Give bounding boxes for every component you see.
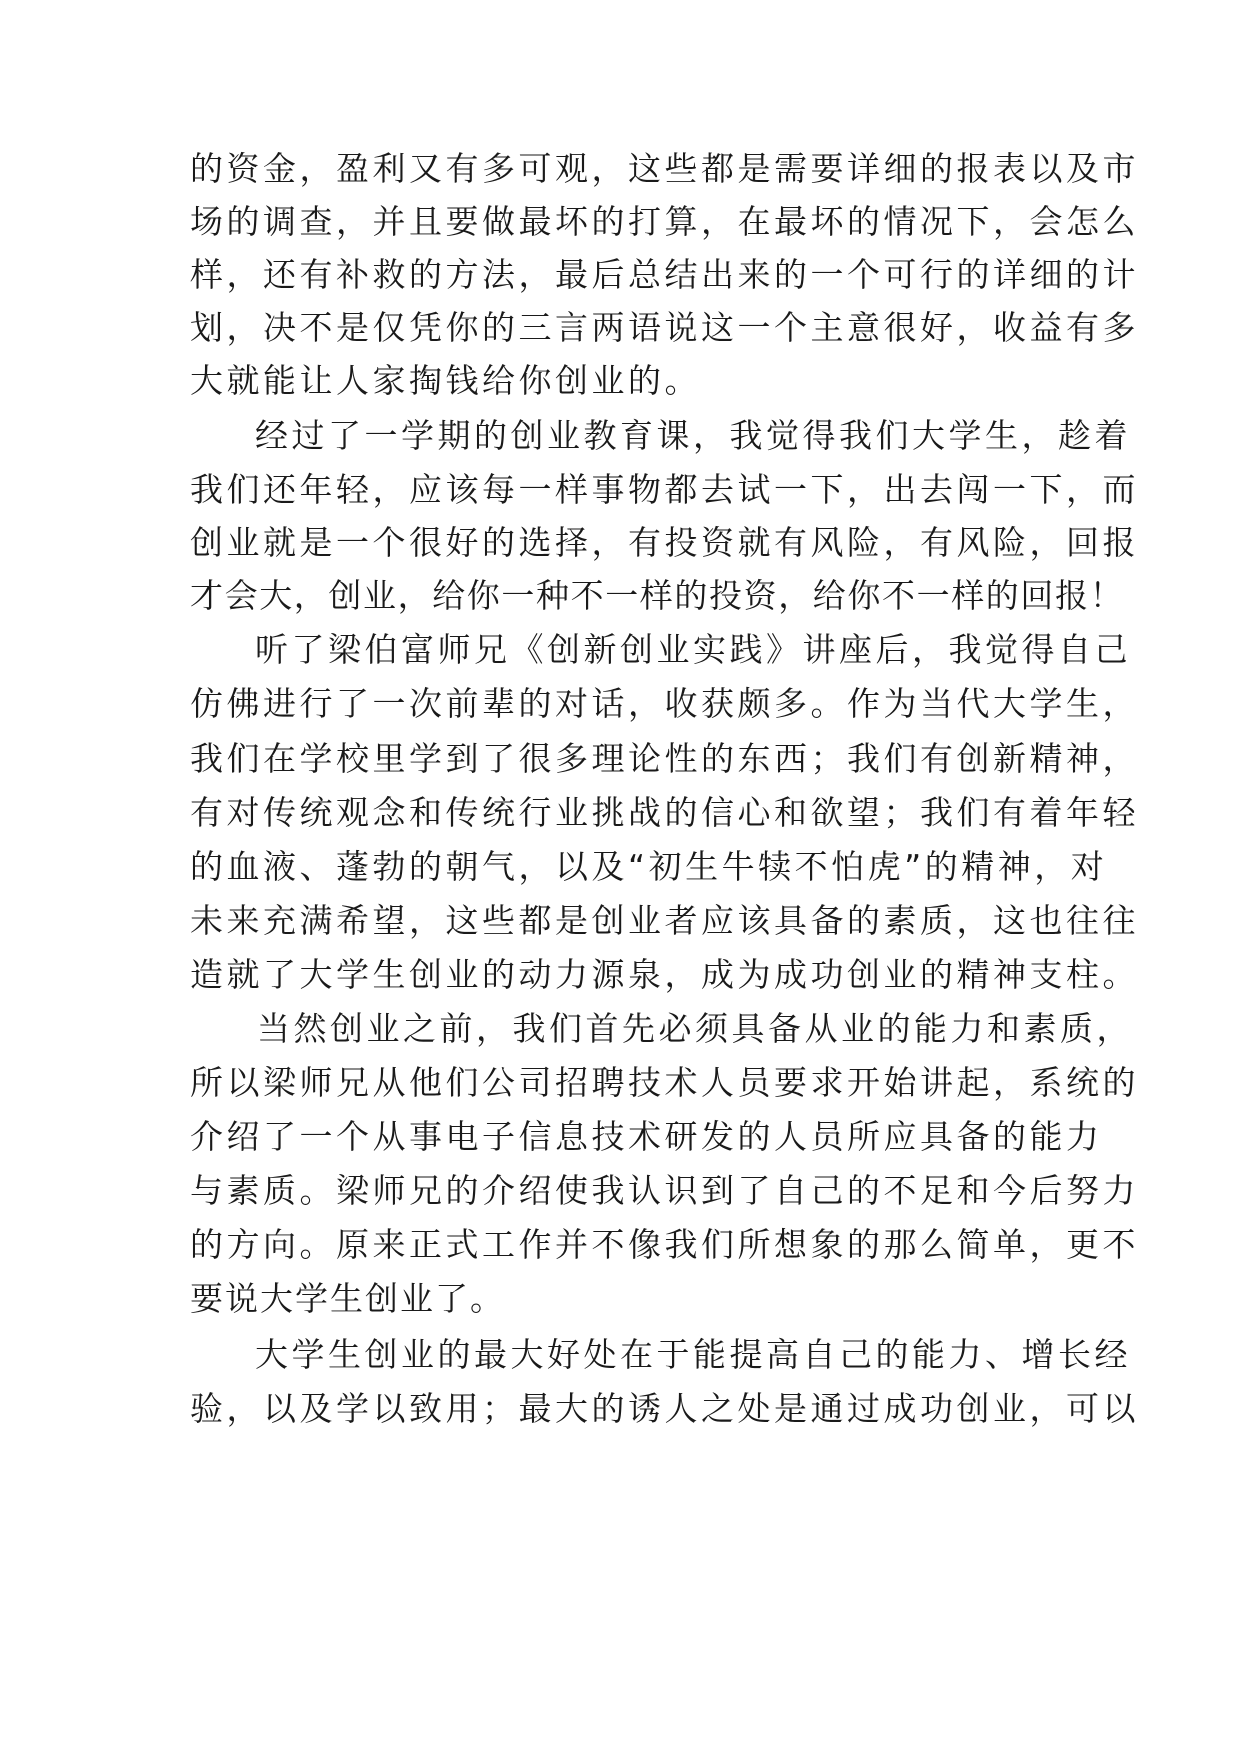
text-line: 的方向。原来正式工作并不像我们所想象的那么简单，更不 bbox=[190, 1225, 1139, 1264]
text-line: 造就了大学生创业的动力源泉，成为成功创业的精神支柱。 bbox=[190, 955, 1139, 994]
paragraph-first-line: 听了梁伯富师兄《创新创业实践》讲座后，我觉得自己 bbox=[255, 630, 1131, 669]
text-line: 的资金，盈利又有多可观，这些都是需要详细的报表以及市 bbox=[190, 149, 1139, 188]
paragraph-first-line: 当然创业之前，我们首先必须具备从业的能力和素质， bbox=[257, 1009, 1133, 1048]
text-line: 创业就是一个很好的选择，有投资就有风险，有风险，回报 bbox=[190, 523, 1139, 562]
text-line: 场的调查，并且要做最坏的打算，在最坏的情况下，会怎么 bbox=[190, 202, 1139, 241]
text-line: 介绍了一个从事电子信息技术研发的人员所应具备的能力 bbox=[190, 1117, 1103, 1156]
text-line: 我们还年轻，应该每一样事物都去试一下，出去闯一下，而 bbox=[190, 470, 1139, 509]
paragraph-first-line: 大学生创业的最大好处在于能提高自己的能力、增长经 bbox=[255, 1335, 1131, 1374]
text-line: 未来充满希望，这些都是创业者应该具备的素质，这也往往 bbox=[190, 901, 1139, 940]
text-line: 验，以及学以致用；最大的诱人之处是通过成功创业，可以 bbox=[190, 1389, 1139, 1428]
text-line: 的血液、蓬勃的朝气，以及“初生牛犊不怕虎”的精神，对 bbox=[190, 847, 1108, 886]
paragraph-first-line: 经过了一学期的创业教育课，我觉得我们大学生，趁着 bbox=[255, 416, 1131, 455]
text-line: 才会大，创业，给你一种不一样的投资，给你不一样的回报！ bbox=[190, 576, 1125, 615]
text-line: 样，还有补救的方法，最后总结出来的一个可行的详细的计 bbox=[190, 255, 1139, 294]
text-line: 要说大学生创业了。 bbox=[190, 1279, 505, 1318]
text-line: 与素质。梁师兄的介绍使我认识到了自己的不足和今后努力 bbox=[190, 1171, 1139, 1210]
text-line: 划，决不是仅凭你的三言两语说这一个主意很好，收益有多 bbox=[190, 308, 1139, 347]
text-line: 仿佛进行了一次前辈的对话，收获颇多。作为当代大学生， bbox=[190, 684, 1139, 723]
text-line: 有对传统观念和传统行业挑战的信心和欲望；我们有着年轻 bbox=[190, 793, 1139, 832]
text-line: 大就能让人家掏钱给你创业的。 bbox=[190, 361, 701, 400]
text-line: 所以梁师兄从他们公司招聘技术人员要求开始讲起，系统的 bbox=[190, 1063, 1139, 1102]
text-line: 我们在学校里学到了很多理论性的东西；我们有创新精神， bbox=[190, 739, 1139, 778]
